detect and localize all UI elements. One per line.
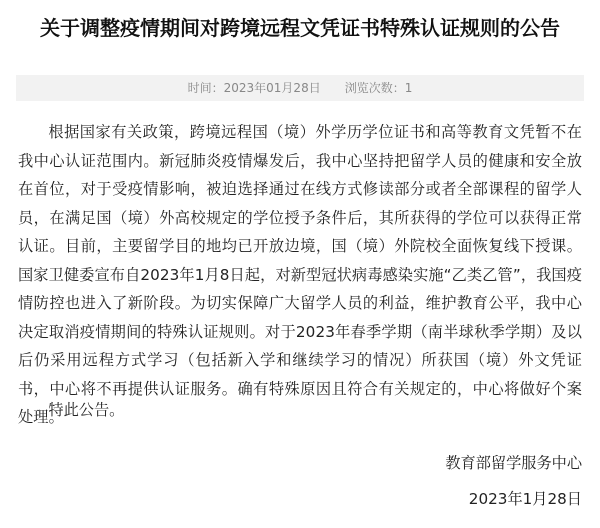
page-title: 关于调整疫情期间对跨境远程文凭证书特殊认证规则的公告 <box>40 16 560 40</box>
signature-date: 2023年1月28日 <box>468 490 582 508</box>
signature-org: 教育部留学服务中心 <box>445 454 582 472</box>
closing-line: 特此公告。 <box>48 401 125 419</box>
views-value: 1 <box>404 81 413 95</box>
time-label: 时间： <box>187 81 224 95</box>
meta-bar <box>16 75 584 101</box>
notice-body: 根据国家有关政策，跨境远程国（境）外学历学位证书和高等教育文凭暂不在我中心认证范围内。新冠肺炎疫情爆发后，我中心坚持把留学人员的健康和安全放在首位，对于受疫情影响，被迫选择通过在线方式修读部分或者全部课程的留学人员，在满足国（境）外高校规定的学位授予条件后，其所获得的学位可以获得正常认证。目前，主要留学目的地均已开放边境，国（境）外院校全面恢复线下授课。国家卫健委宣布自2023年1月8日起，对新型冠状病毒感染实施“乙类乙管”，我国疫情防控也进入了新阶段。为切实保障广大留学人员的利益，维护教育公平，我中心决定取消疫情期间的特殊认证规则。对于2023年春季学期（南半球秋季学期）及以后仍采用远程方式学习（包括新入学和继续学习的情况）所获国（境）外文凭证书，中心将不再提供认证服务。确有特殊原因且符合有关规定的，中心将做好个案处理。 <box>18 123 582 426</box>
time-value: 2023年01月28日 <box>223 81 321 95</box>
views-label: 浏览次数： <box>344 81 405 95</box>
